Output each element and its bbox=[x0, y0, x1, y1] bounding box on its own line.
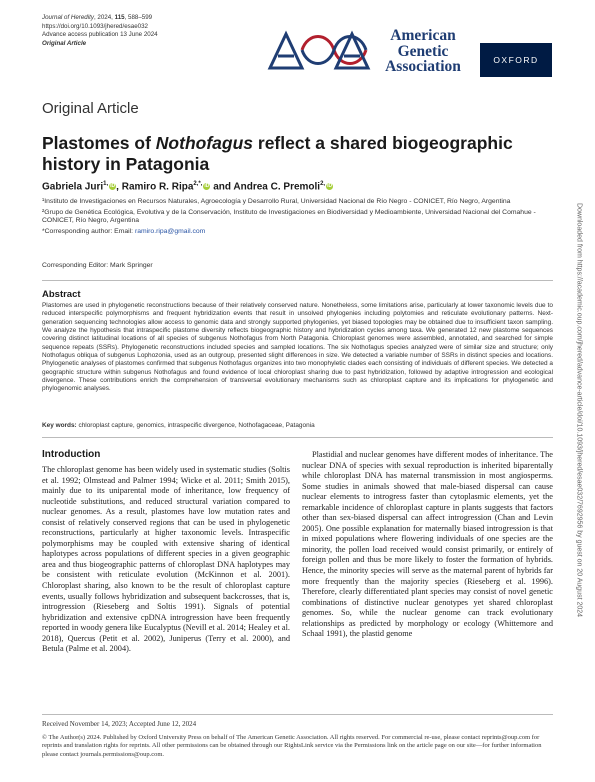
corresponding-label: *Corresponding author: Email: bbox=[42, 227, 135, 235]
society-line-2: Genetic bbox=[397, 42, 449, 60]
title-part: Plastomes of bbox=[42, 133, 156, 153]
orcid-icon[interactable]: iD bbox=[327, 183, 333, 190]
oxford-logo: OXFORD bbox=[480, 43, 552, 77]
body-column-right bbox=[302, 450, 553, 640]
doi-link[interactable]: https://doi.org/10.1093/jhered/esae032 bbox=[42, 22, 148, 30]
author-sup: 2,*, bbox=[193, 181, 203, 187]
author-sep: , bbox=[116, 181, 122, 193]
affiliations bbox=[42, 198, 552, 238]
orcid-icon[interactable]: iD bbox=[110, 183, 116, 190]
received-dates: Received November 14, 2023; Accepted June 12, 2024 bbox=[42, 720, 197, 728]
citation-year: , 2024, bbox=[93, 14, 115, 21]
download-note: Downloaded from https://academic.oup.com/jhered/advance-article/doi/10.1093/jhered/esae032/7692956 by guest on 20 August 2024 bbox=[575, 202, 583, 618]
affiliation: ¹Instituto de Investigaciones en Recursos Naturales, Agroecología y Desarrollo Rural, Universidad Nacional de Río Negro - CONICET, Río Negro, Argentina bbox=[42, 198, 511, 205]
keywords-label: Key words: bbox=[42, 422, 77, 429]
section-label: Original Article bbox=[42, 100, 139, 117]
author-name[interactable]: Andrea C. Premoli bbox=[233, 181, 321, 193]
author-name[interactable]: Gabriela Juri bbox=[42, 181, 104, 193]
orcid-icon[interactable]: iD bbox=[204, 183, 210, 190]
volume: 115 bbox=[114, 14, 125, 21]
divider bbox=[42, 437, 553, 438]
divider bbox=[42, 280, 553, 281]
article-title bbox=[42, 133, 522, 175]
download-sidebar bbox=[573, 150, 585, 670]
author-list bbox=[42, 181, 333, 192]
journal-header-meta bbox=[42, 14, 158, 48]
body-column-left bbox=[42, 465, 290, 655]
corresponding-author bbox=[42, 228, 552, 237]
aga-logo bbox=[256, 30, 380, 70]
keywords bbox=[42, 422, 553, 429]
author-sup: 1, bbox=[103, 181, 109, 187]
copyright-notice: © The Author(s) 2024. Published by Oxford University Press on behalf of The American Genetic Association. All rights reserved. For commercial re-use, please contact reprints@oup.com for reprints and translation rights for reprints. All other permissions can be obtained through our RightsLink service via the Permissions link on the article page on our site—for further information please contact journals.permissions@oup.com. bbox=[42, 734, 542, 758]
email-link[interactable]: ramiro.ripa@gmail.com bbox=[134, 227, 206, 235]
divider bbox=[42, 714, 553, 715]
journal-name: Journal of Heredity bbox=[42, 14, 94, 21]
introduction-heading: Introduction bbox=[42, 449, 101, 460]
author-sep: and bbox=[210, 181, 234, 193]
author-sup: 2, bbox=[320, 181, 326, 187]
keywords-list: chloroplast capture, genomics, intraspecific divergence, Nothofagaceae, Patagonia bbox=[76, 422, 315, 429]
author-name[interactable]: Ramiro R. Ripa bbox=[121, 181, 194, 193]
article-type: Original Article bbox=[42, 39, 87, 47]
paragraph: The chloroplast genome has been widely used in systematic studies (Soltis et al. 1992; Olmstead and Palmer 1994; Wicke et al. 2011; Smith 2015), mainly due to its uniparental mode of inheritance, low frequency of nucleotide substitutions, and reduced structural variation compared to nuclear genomes. As a result, plastomes have low mutation rates and consist of relatively conserved regions that can be used in phylogenetic reconstructions, particularly at higher taxonomic levels. Intraspecific polymorphisms may be coupled with extensive sharing of identical haplotypes across populations of different species in a given geographic area and thus biogeographic patterns of chloroplast DNA haplotypes may be consistent with reticulate evolution (McKinnon et al. 2001). Chloroplast sharing, also known to be the result of chloroplast capture events, usually follows hybridization and subsequent backcrosses, that is, introgression (Rieseberg and Soltis 1991). Signals of potential hybridization and extensive cpDNA introgression have been frequently reported in woody genera like Eucalyptus (Nevill et al. 2014; Healey et al. 2018), Quercus (Petit et al. 2002), Juniperus (Terry et al. 2000), and Betula (Palme et al. 2004). bbox=[42, 465, 290, 654]
society-name bbox=[384, 28, 462, 75]
advance-access: Advance access publication 13 June 2024 bbox=[42, 31, 158, 39]
title-part: reflect a shared biogeographic history in Patagonia bbox=[42, 133, 513, 174]
corresponding-editor: Corresponding Editor: Mark Springer bbox=[42, 262, 153, 269]
pages: , 588–599 bbox=[124, 14, 153, 21]
title-genus: Nothofagus bbox=[155, 133, 254, 153]
society-line-1: American bbox=[390, 27, 456, 44]
paragraph: Plastidial and nuclear genomes have different modes of inheritance. The nuclear DNA of species with sexual reproduction is inherited biparentally while chloroplast DNA has maternal transmission in most angiosperms. Some studies in animals showed that male-biased dispersal can cause nuclear elements to introgress faster than cytoplasmic elements, yet the remarkable incidence of chloroplast capture in plants suggests that factors other than sex-biased dispersal can affect introgression (Chan and Levin 2005). One possible explanation for maternally biased introgression is that in mixed populations where flowering individuals of one species are the minority, the pollen load received would consist primarily, or entirely of foreign pollen and thus be more likely to foster the formation of hybrids. Hence, the minority species will serve as the maternal parent of hybrids far more frequently than the majority species (Rieseberg et al. 1996). Therefore, clearly differentiated plant species may consist of novel genetic combinations of distinctive nuclear genotypes yet shared chloroplast genomes. So, while the nuclear genome can track evolutionary relationships as predicted by morphology or ecology (Whittemore and Schaal 1991), the plastid genome bbox=[302, 450, 553, 639]
society-line-3: Association bbox=[385, 58, 461, 75]
abstract-body: Plastomes are used in phylogenetic reconstructions because of their relatively conserved nature. Nonetheless, some limitations arise, particularly at lower taxonomic levels due to reduced interspecific polymorphisms and frequent hybridization events that result in unsolved phylogenies including polytomies and reticulate evolutionary patterns. Next-generation sequencing technologies allow access to genomic data and strongly supported phylogenies, yet biased topologies may be obtained due to insufficient taxon sampling. We analyze the hypothesis that intraspecific plastome diversity reflects biogeographic history and hybridization cycles among taxa. We generated 12 new plastome sequences covering distinct latitudinal locations of all species of subgenus Nothofagus from North Patagonia. Chloroplast genomes were assembled, annotated, and searched for simple sequence repeats (SSRs). Phylogenetic reconstructions included species and sampled locations. The six Nothofagus species analyzed were of similar size and structure; only Nothofagus obliqua of subgenus Lophozonia, used as an outgroup, presented slight differences in size. We detected a variable number of SSRs in distinct species and locations. Phylogenetic analyses of plastomes confirmed that subgenus Nothofagus organizes into two monophyletic clades each consisting of individuals of different species. We detected a geographic structure within subgenus Nothofagus and found evidence of local chloroplast sharing due to past hybridization, followed by adaptive introgression and ecological divergence. These contributions enrich the comprehension of transversal evolutionary mechanisms such as chloroplast capture and its implications for phylogenetic and phylogenomic analyses. bbox=[42, 302, 553, 393]
affiliation: ²Grupo de Genética Ecológica, Evolutiva y de la Conservación, Instituto de Investigaciones en Biodiversidad y Medioambiente, Universidad Nacional del Comahue - CONICET, Río Negro, Argentina bbox=[42, 208, 536, 225]
abstract-heading: Abstract bbox=[42, 289, 81, 300]
